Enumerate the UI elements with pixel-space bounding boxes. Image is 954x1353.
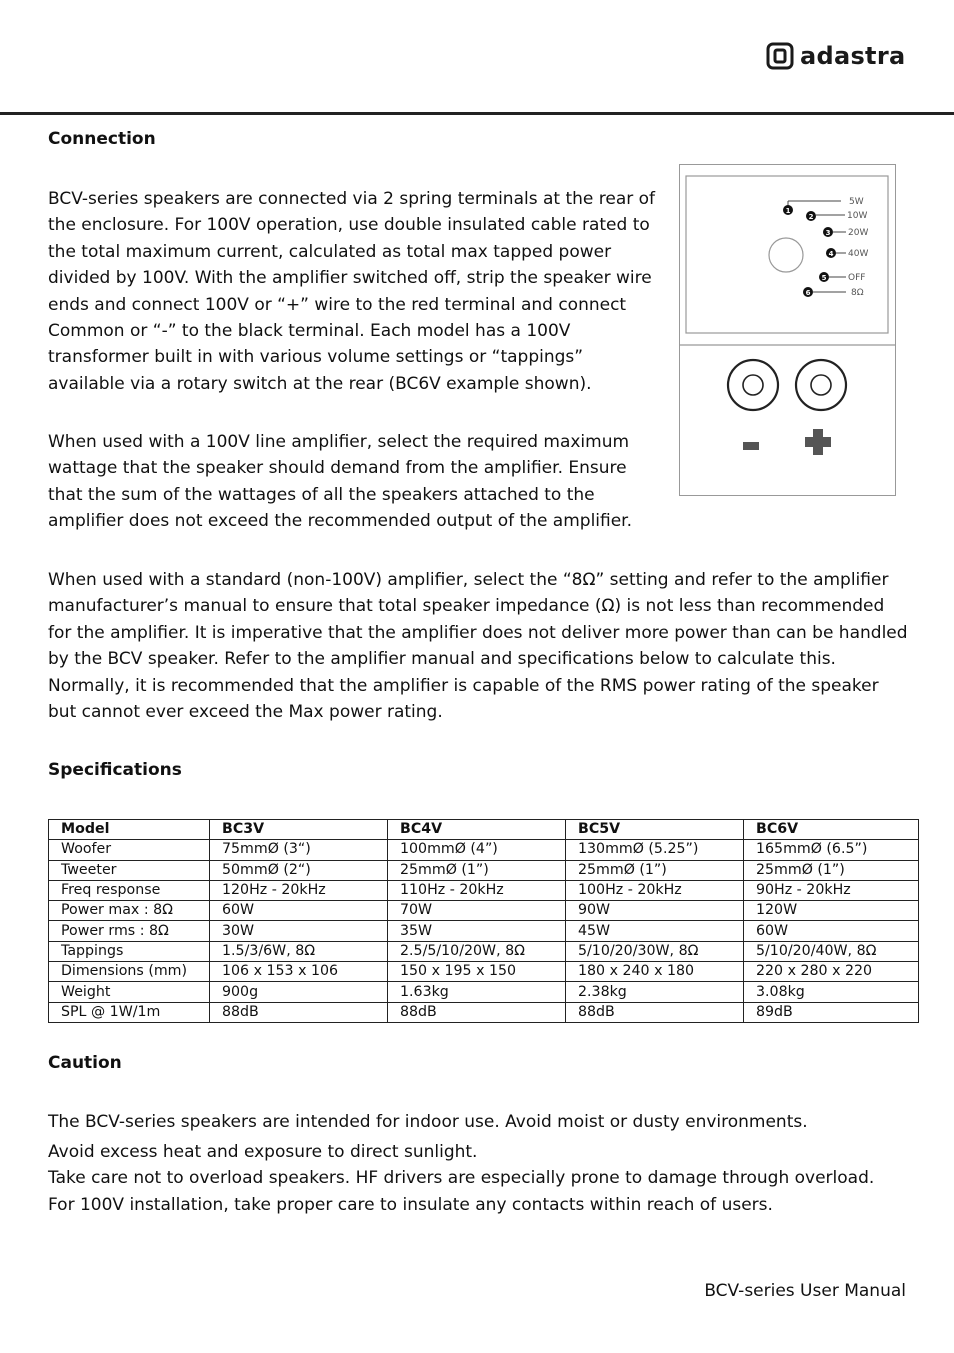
table-cell: 75mmØ (3“)	[210, 840, 388, 860]
column-header: BC5V	[566, 820, 744, 840]
caution-line: For 100V installation, take proper care to insulate any contacts within reach of users.	[48, 1195, 773, 1215]
tapping-number-2: 2	[808, 213, 814, 221]
table-cell: 100mmØ (4”)	[388, 840, 566, 860]
table-row	[49, 880, 919, 900]
rear-panel-diagram	[679, 164, 897, 497]
tapping-number-1: 1	[785, 207, 791, 215]
table-cell: Dimensions (mm)	[49, 962, 210, 982]
caution-line: The BCV-series speakers are intended for indoor use. Avoid moist or dusty environments.	[48, 1112, 808, 1132]
caution-line: Avoid excess heat and exposure to direct sunlight.	[48, 1142, 478, 1162]
tapping-number-5: 5	[821, 274, 827, 282]
table-cell: Woofer	[49, 840, 210, 860]
table-cell: 5/10/20/40W, 8Ω	[744, 941, 919, 961]
tapping-label-40w: 40W	[848, 249, 869, 259]
specifications-heading: Specifications	[48, 760, 182, 780]
table-cell: 130mmØ (5.25”)	[566, 840, 744, 860]
header-divider	[0, 112, 954, 115]
table-cell: 165mmØ (6.5”)	[744, 840, 919, 860]
adastra-logo-icon	[766, 42, 794, 70]
connection-paragraph-2: When used with a 100V line amplifier, select the required maximum wattage that the speaker should demand from the amplifier. Ensure that the sum of the wattages of all the speakers attached to the amplifier does not exceed the recommended output of the amplifier.	[48, 432, 633, 532]
table-cell: 30W	[210, 921, 388, 941]
table-cell: Power max : 8Ω	[49, 901, 210, 921]
tapping-label-8ohm: 8Ω	[851, 288, 864, 298]
table-row	[49, 962, 919, 982]
caution-line: Take care not to overload speakers. HF drivers are especially prone to damage through overload.	[48, 1168, 875, 1188]
table-row	[49, 840, 919, 860]
table-cell: 25mmØ (1”)	[744, 860, 919, 880]
specifications-table	[48, 819, 919, 1023]
table-cell: 60W	[210, 901, 388, 921]
table-cell: 90Hz - 20kHz	[744, 880, 919, 900]
tapping-label-off: OFF	[848, 273, 866, 283]
column-header: Model	[49, 820, 210, 840]
table-cell: 120W	[744, 901, 919, 921]
column-header: BC4V	[388, 820, 566, 840]
table-cell: 25mmØ (1”)	[566, 860, 744, 880]
table-cell: 70W	[388, 901, 566, 921]
table-cell: 220 x 280 x 220	[744, 962, 919, 982]
table-cell: 180 x 240 x 180	[566, 962, 744, 982]
brand-name: adastra	[800, 42, 906, 70]
table-cell: 1.63kg	[388, 982, 566, 1002]
table-cell: 110Hz - 20kHz	[388, 880, 566, 900]
table-cell: Tweeter	[49, 860, 210, 880]
table-cell: 5/10/20/30W, 8Ω	[566, 941, 744, 961]
table-cell: 100Hz - 20kHz	[566, 880, 744, 900]
table-cell: 89dB	[744, 1002, 919, 1022]
table-cell: 150 x 195 x 150	[388, 962, 566, 982]
table-row	[49, 901, 919, 921]
table-cell: 900g	[210, 982, 388, 1002]
table-cell: Power rms : 8Ω	[49, 921, 210, 941]
table-cell: 1.5/3/6W, 8Ω	[210, 941, 388, 961]
table-cell: 88dB	[388, 1002, 566, 1022]
minus-symbol-icon	[743, 442, 759, 450]
footer-title: BCV-series User Manual	[704, 1281, 906, 1301]
tapping-marker-4	[826, 248, 868, 259]
table-cell: 3.08kg	[744, 982, 919, 1002]
table-cell: 106 x 153 x 106	[210, 962, 388, 982]
table-cell: 50mmØ (2“)	[210, 860, 388, 880]
table-cell: 2.5/5/10/20W, 8Ω	[388, 941, 566, 961]
table-row	[49, 1002, 919, 1022]
table-cell: 120Hz - 20kHz	[210, 880, 388, 900]
table-cell: SPL @ 1W/1m	[49, 1002, 210, 1022]
caution-heading: Caution	[48, 1053, 122, 1073]
table-cell: Freq response	[49, 880, 210, 900]
table-cell: 88dB	[566, 1002, 744, 1022]
column-header: BC6V	[744, 820, 919, 840]
table-cell: 35W	[388, 921, 566, 941]
table-header-row	[49, 820, 919, 840]
connection-paragraph-1: BCV-series speakers are connected via 2 spring terminals at the rear of the enclosure. For 100V operation, use double insulated cable rated to the total maximum current, calculated as total max tapped power divided by 100V. With the amplifier switched off, strip the speaker wire ends and connect 100V or “+” wire to the red terminal and connect Common or “-” to the black terminal. Each model has a 100V transformer built in with various volume settings or “tappings” available via a rotary switch at the rear (BC6V example shown).	[48, 189, 656, 394]
tapping-number-6: 6	[805, 289, 811, 297]
tapping-label-10w: 10W	[847, 211, 868, 221]
table-cell: Weight	[49, 982, 210, 1002]
tapping-label-20w: 20W	[848, 228, 869, 238]
connection-paragraph-3: When used with a standard (non-100V) amplifier, select the “8Ω” setting and refer to the amplifier manufacturer’s manual to ensure that total speaker impedance (Ω) is not less than recommended for the amplifier. It is imperative that the amplifier does not deliver more power than can be handled by the BCV speaker. Refer to the amplifier manual and specifications below to calculate this. Normally, it is recommended that the amplifier is capable of the RMS power rating of the speaker but cannot ever exceed the Max power rating.	[48, 570, 908, 723]
tapping-label-5w: 5W	[849, 197, 864, 207]
table-cell: Tappings	[49, 941, 210, 961]
tapping-number-4: 4	[828, 250, 834, 258]
table-row	[49, 982, 919, 1002]
connection-heading: Connection	[48, 129, 156, 149]
table-cell: 25mmØ (1”)	[388, 860, 566, 880]
tapping-number-3: 3	[825, 229, 831, 237]
brand-logo	[766, 42, 905, 70]
table-row	[49, 860, 919, 880]
table-cell: 60W	[744, 921, 919, 941]
table-cell: 90W	[566, 901, 744, 921]
table-cell: 88dB	[210, 1002, 388, 1022]
column-header: BC3V	[210, 820, 388, 840]
table-row	[49, 921, 919, 941]
table-row	[49, 941, 919, 961]
table-cell: 2.38kg	[566, 982, 744, 1002]
table-cell: 45W	[566, 921, 744, 941]
